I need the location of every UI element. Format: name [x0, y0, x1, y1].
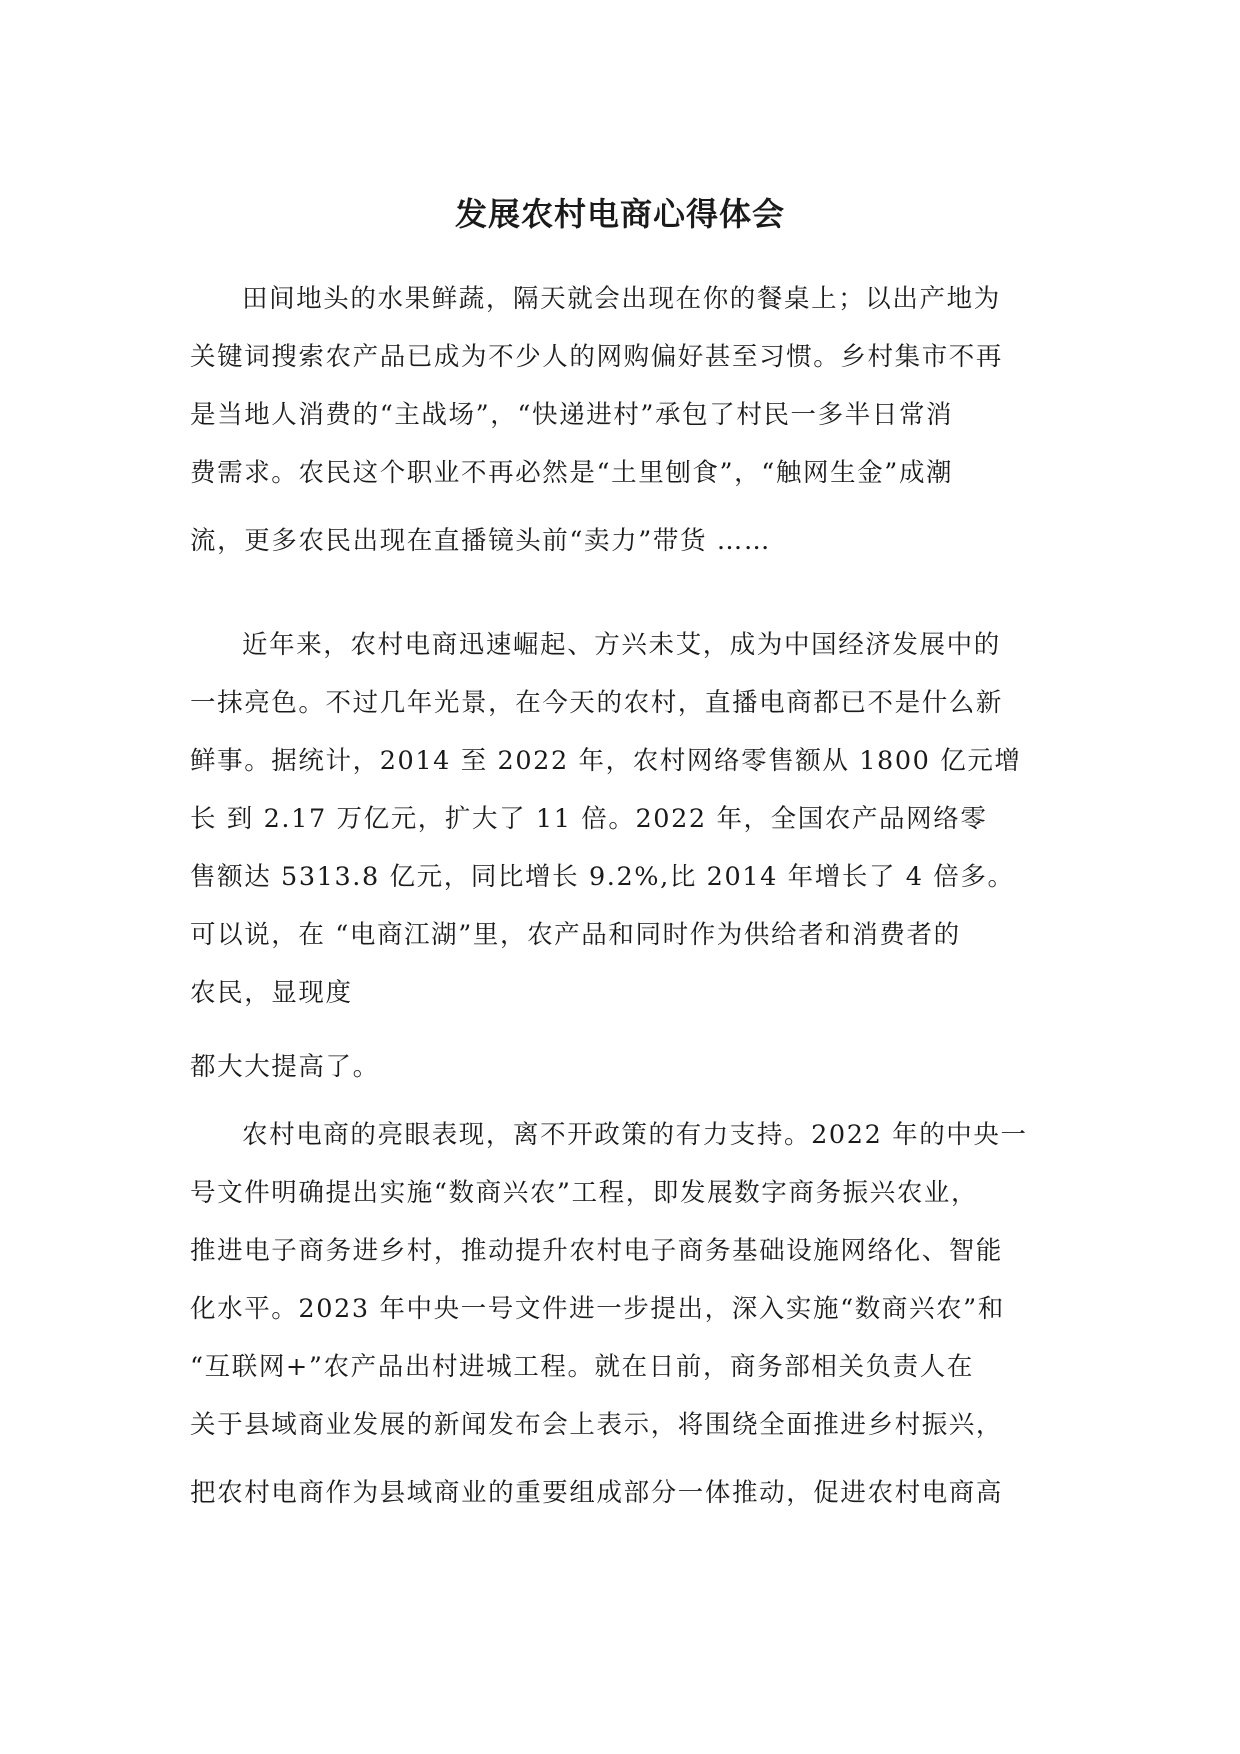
paragraph-line: 关键词搜索农产品已成为不少人的网购偏好甚至习惯。乡村集市不再: [190, 342, 1004, 372]
paragraph-line: 一抹亮色。不过几年光景，在今天的农村，直播电商都已不是什么新: [190, 688, 1004, 718]
paragraph-line: 可以说，在 “电商江湖”里，农产品和同时作为供给者和消费者的: [190, 920, 961, 950]
paragraph-line: 是当地人消费的“主战场”，“快递进村”承包了村民一多半日常消: [190, 400, 954, 430]
document-title: 发展农村电商心得体会: [454, 195, 785, 233]
paragraph-line: 化水平。2023 年中央一号文件进一步提出，深入实施“数商兴农”和: [190, 1294, 1005, 1324]
paragraph-line: 关于县域商业发展的新闻发布会上表示，将围绕全面推进乡村振兴，: [190, 1410, 1004, 1440]
paragraph-1: [190, 270, 1060, 570]
paragraph-line: 长 到 2.17 万亿元，扩大了 11 倍。2022 年，全国农产品网络零: [190, 804, 988, 834]
paragraph-line: 都大大提高了。: [190, 1052, 380, 1082]
paragraph-line: 号文件明确提出实施“数商兴农”工程，即发展数字商务振兴农业，: [190, 1178, 979, 1208]
paragraph-line: 流，更多农民出现在直播镜头前“卖力”带货 ……: [190, 526, 771, 556]
paragraph-2: [190, 616, 1060, 1096]
paragraph-line: 农村电商的亮眼表现，离不开政策的有力支持。2022 年的中央一: [242, 1120, 1028, 1150]
paragraph-line: 田间地头的水果鲜蔬，隔天就会出现在你的餐桌上；以出产地为: [242, 284, 1001, 314]
paragraph-line: 农民，显现度: [190, 978, 353, 1008]
paragraph-line: 推进电子商务进乡村，推动提升农村电子商务基础设施网络化、智能: [190, 1236, 1004, 1266]
paragraph-line: 把农村电商作为县域商业的重要组成部分一体推动，促进农村电商高: [190, 1478, 1004, 1508]
paragraph-line: 售额达 5313.8 亿元，同比增长 9.2%,比 2014 年增长了 4 倍多。: [190, 862, 1015, 892]
paragraph-line: “互联网+”农产品出村进城工程。就在日前，商务部相关负责人在: [190, 1352, 974, 1382]
paragraph-line: 鲜事。据统计，2014 至 2022 年，农村网络零售额从 1800 亿元增: [190, 746, 1022, 776]
paragraph-line: 近年来，农村电商迅速崛起、方兴未艾，成为中国经济发展中的: [242, 630, 1001, 660]
paragraph-3: [190, 1106, 1060, 1522]
paragraph-line: 费需求。农民这个职业不再必然是“土里刨食”，“触网生金”成潮: [190, 458, 954, 488]
